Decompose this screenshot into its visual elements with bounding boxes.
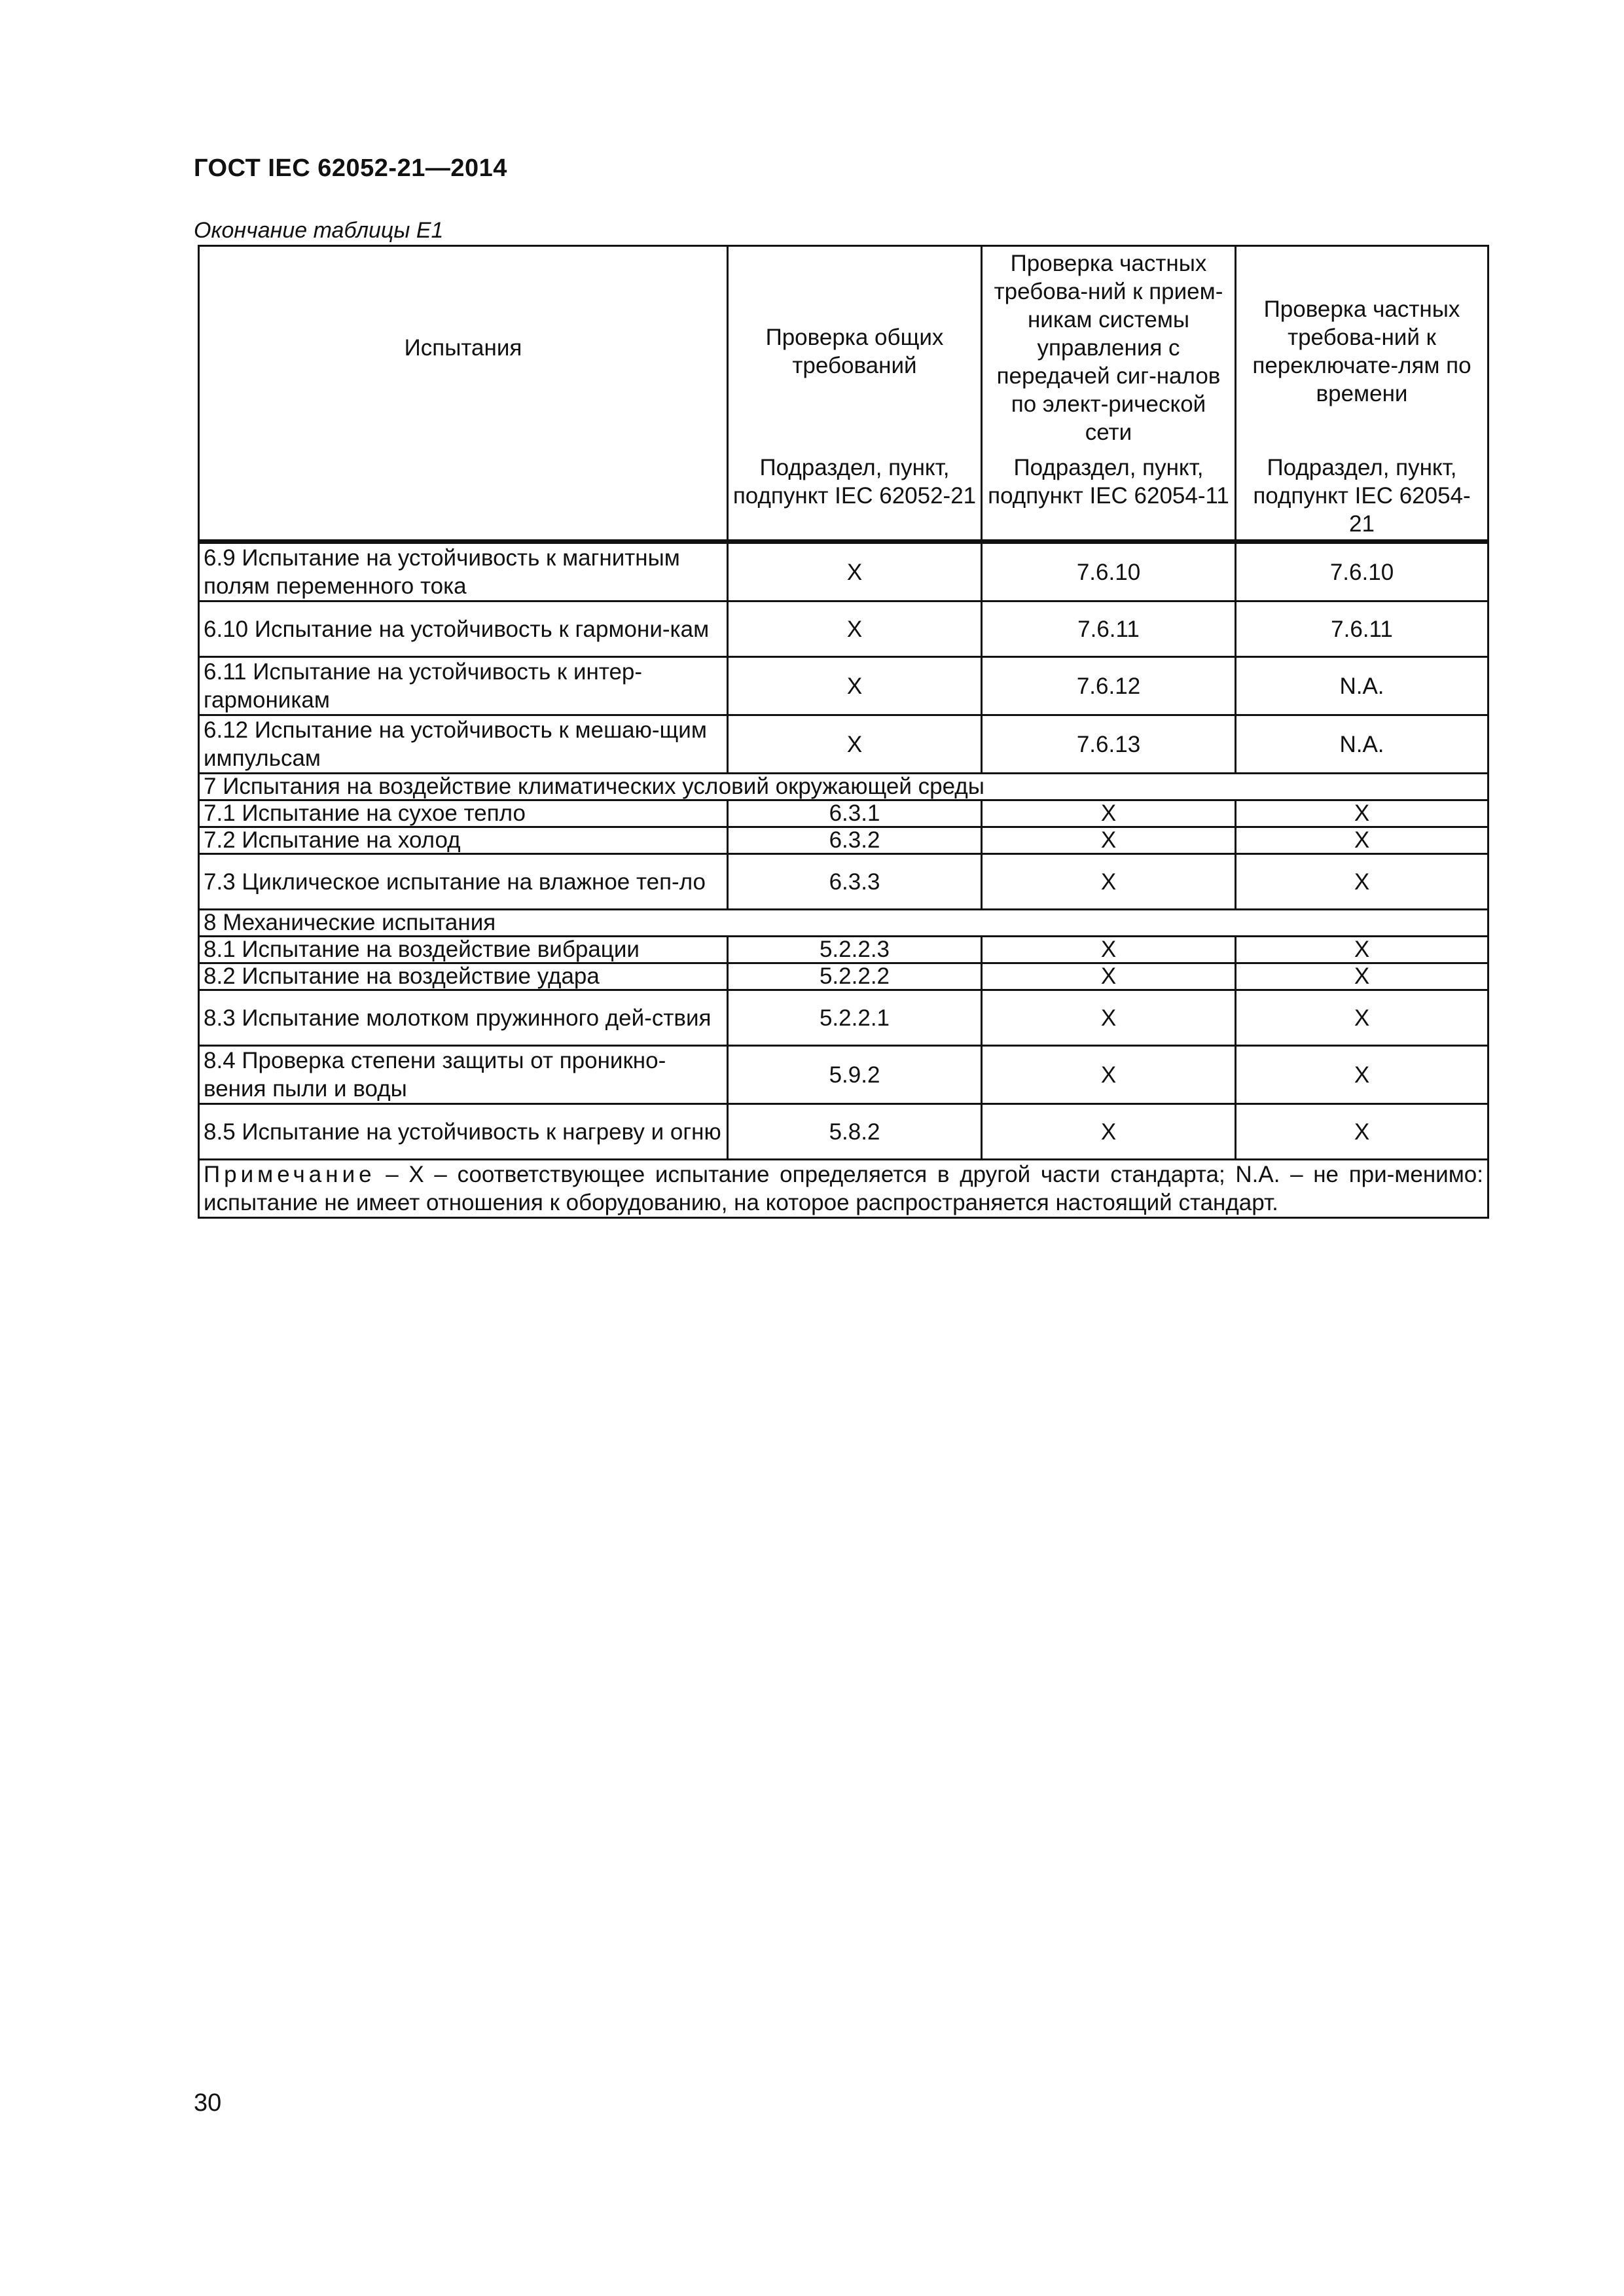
header-timeswitches <box>1236 246 1489 542</box>
test-name: 7.2 Испытание на холод <box>199 827 728 854</box>
section-row <box>199 910 1489 937</box>
timeswitches-ref: X <box>1236 990 1489 1046</box>
header-timeswitches-ref: Подраздел, пункт, подпункт IEC 62054-21 <box>1253 455 1471 537</box>
test-name: 8.5 Испытание на устойчивость к нагреву и огню <box>199 1104 728 1160</box>
document-header: ГОСТ IEC 62052-21—2014 <box>194 154 507 182</box>
general-ref: X <box>728 715 982 774</box>
table-row <box>199 715 1489 774</box>
receivers-ref: 7.6.13 <box>982 715 1236 774</box>
header-general-ref: Подраздел, пункт, подпункт IEC 62052-21 <box>732 455 977 509</box>
table-row <box>199 800 1489 827</box>
section-heading: 7 Испытания на воздействие климатических условий окружающей среды <box>199 774 1489 800</box>
section-heading: 8 Механические испытания <box>199 910 1489 937</box>
table-row <box>199 990 1489 1046</box>
general-ref: X <box>728 542 982 601</box>
general-ref: 5.2.2.2 <box>728 963 982 990</box>
test-name: 6.9 Испытание на устойчивость к магнитным полям переменного тока <box>199 542 728 601</box>
test-name: 6.11 Испытание на устойчивость к интер-гармоникам <box>199 657 728 715</box>
test-name: 6.12 Испытание на устойчивость к мешаю-щим импульсам <box>199 715 728 774</box>
general-ref: 6.3.2 <box>728 827 982 854</box>
receivers-ref: X <box>982 990 1236 1046</box>
header-receivers-title: Проверка частных требова-ний к прием-никам системы управления с передачей сиг-налов по элект-рической сети <box>994 251 1223 445</box>
timeswitches-ref: X <box>1236 1046 1489 1104</box>
timeswitches-ref: 7.6.10 <box>1236 542 1489 601</box>
header-receivers-ref: Подраздел, пункт, подпункт IEC 62054-11 <box>988 455 1229 509</box>
timeswitches-ref: X <box>1236 963 1489 990</box>
header-tests <box>199 246 728 542</box>
timeswitches-ref: N.A. <box>1236 715 1489 774</box>
general-ref: 5.8.2 <box>728 1104 982 1160</box>
table-row <box>199 1104 1489 1160</box>
receivers-ref: 7.6.12 <box>982 657 1236 715</box>
receivers-ref: 7.6.11 <box>982 601 1236 657</box>
table-row <box>199 657 1489 715</box>
general-ref: 6.3.3 <box>728 854 982 910</box>
general-ref: X <box>728 601 982 657</box>
test-name: 7.1 Испытание на сухое тепло <box>199 800 728 827</box>
receivers-ref: X <box>982 1104 1236 1160</box>
table-caption: Окончание таблицы Е1 <box>194 218 444 243</box>
table-header-row <box>199 246 1489 542</box>
receivers-ref: X <box>982 800 1236 827</box>
table-container <box>198 245 1487 1219</box>
test-name: 8.2 Испытание на воздействие удара <box>199 963 728 990</box>
timeswitches-ref: X <box>1236 800 1489 827</box>
header-timeswitches-title: Проверка частных требова-ний к переключате-лям по времени <box>1252 296 1471 406</box>
table-note <box>199 1160 1489 1218</box>
receivers-ref: X <box>982 854 1236 910</box>
note-row <box>199 1160 1489 1218</box>
table-row <box>199 963 1489 990</box>
receivers-ref: X <box>982 963 1236 990</box>
header-tests-label: Испытания <box>404 334 522 361</box>
receivers-ref: 7.6.10 <box>982 542 1236 601</box>
test-name: 8.1 Испытание на воздействие вибрации <box>199 937 728 963</box>
tests-table <box>198 245 1489 1219</box>
general-ref: 5.9.2 <box>728 1046 982 1104</box>
table-row <box>199 854 1489 910</box>
table-row <box>199 542 1489 601</box>
timeswitches-ref: X <box>1236 827 1489 854</box>
general-ref: 6.3.1 <box>728 800 982 827</box>
page-number: 30 <box>194 2089 222 2117</box>
header-general-title: Проверка общих требований <box>765 325 944 378</box>
note-text: – X – соответствующее испытание определяется в другой части стандарта; N.A. – не при-менимо: испытание не имеет отношения к оборудованию, на которое распространяется настоящий стандарт. <box>204 1162 1483 1215</box>
timeswitches-ref: X <box>1236 1104 1489 1160</box>
table-row <box>199 601 1489 657</box>
receivers-ref: X <box>982 827 1236 854</box>
timeswitches-ref: 7.6.11 <box>1236 601 1489 657</box>
table-row <box>199 827 1489 854</box>
note-label: Примечание <box>204 1162 376 1187</box>
test-name: 6.10 Испытание на устойчивость к гармони-кам <box>199 601 728 657</box>
header-general <box>728 246 982 542</box>
test-name: 7.3 Циклическое испытание на влажное теп-ло <box>199 854 728 910</box>
timeswitches-ref: X <box>1236 854 1489 910</box>
table-row <box>199 1046 1489 1104</box>
section-row <box>199 774 1489 800</box>
test-name: 8.4 Проверка степени защиты от проникно-вения пыли и воды <box>199 1046 728 1104</box>
general-ref: 5.2.2.3 <box>728 937 982 963</box>
table-row <box>199 937 1489 963</box>
test-name: 8.3 Испытание молотком пружинного дей-ствия <box>199 990 728 1046</box>
header-receivers <box>982 246 1236 542</box>
receivers-ref: X <box>982 937 1236 963</box>
general-ref: 5.2.2.1 <box>728 990 982 1046</box>
general-ref: X <box>728 657 982 715</box>
receivers-ref: X <box>982 1046 1236 1104</box>
timeswitches-ref: N.A. <box>1236 657 1489 715</box>
timeswitches-ref: X <box>1236 937 1489 963</box>
